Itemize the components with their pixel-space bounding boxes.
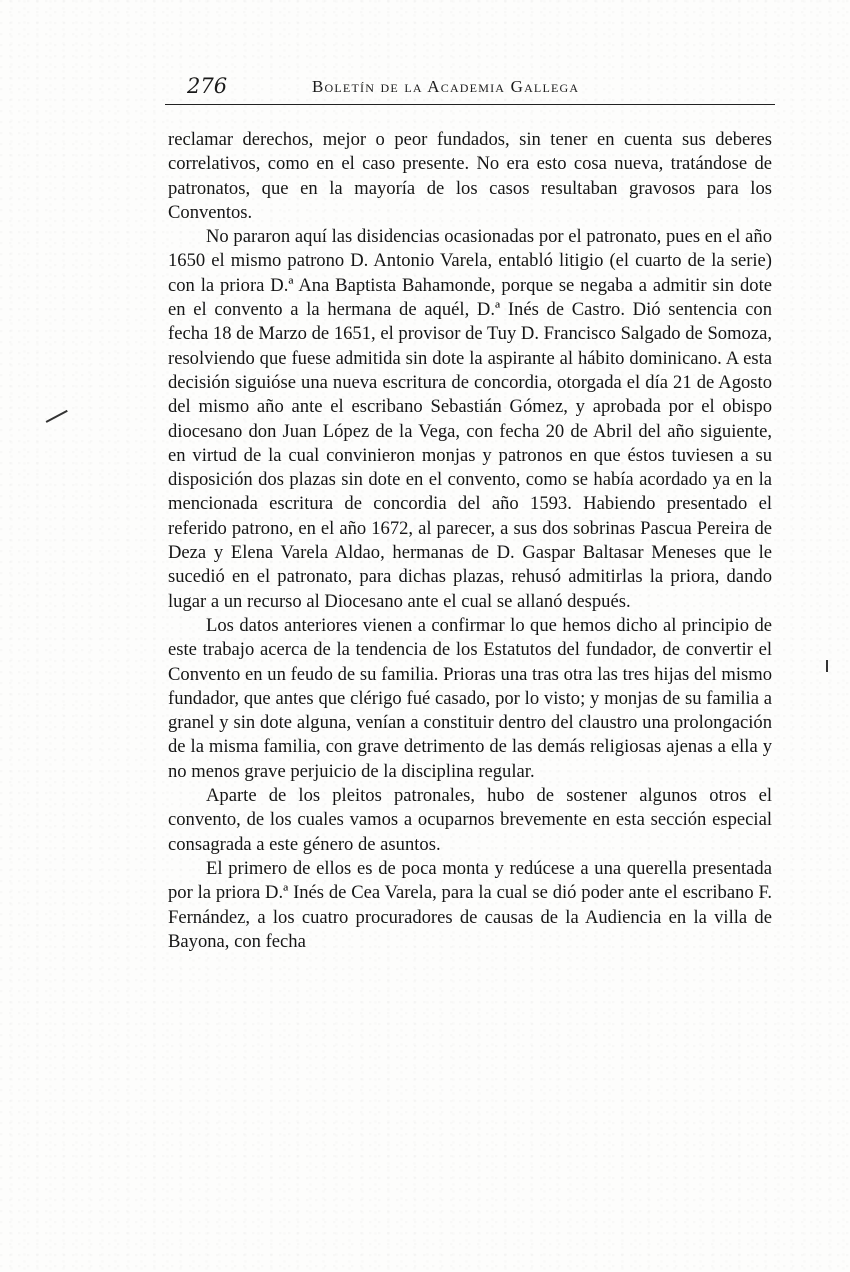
paragraph: El primero de ellos es de poca monta y redúcese a una querella presentada por la priora D.ª Inés de Cea Varela, para la cual se dió poder ante el escribano F. Fernández, a los cuatro procuradores de causas de la Audiencia en la villa de Bayona, con fecha: [168, 857, 772, 952]
margin-pencil-mark: [826, 660, 828, 672]
running-title: Boletín de la Academia Gallega: [312, 77, 580, 96]
page-header: [165, 70, 775, 105]
paragraph: Aparte de los pleitos patronales, hubo de sostener algunos otros el convento, de los cuales vamos a ocuparnos brevemente en esta sección especial consagrada a este género de asuntos.: [168, 785, 772, 855]
paragraph: reclamar derechos, mejor o peor fundados, sin tener en cuenta sus deberes correlativos, como en el caso presente. No era esto cosa nueva, tratándose de patronatos, que en la mayoría de los casos resultaban gravosos para los Conventos.: [168, 129, 772, 223]
page-number: 276: [187, 74, 228, 98]
body-text: [168, 128, 772, 954]
paragraph: Los datos anteriores vienen a confirmar lo que hemos dicho al principio de este trabajo acerca de la tendencia de los Estatutos del fundador, de convertir el Convento en un feudo de su familia. Prioras una tras otra las tres hijas del mismo fundador, que antes que clérigo fué casado, por lo visto; y monjas de su familia a granel y sin dote alguna, venían a constituir dentro del claustro una prolongación de la misma familia, con grave detrimento de las demás religiosas ajenas a ella y no menos grave perjuicio de la disciplina regular.: [168, 614, 772, 782]
paragraph: No pararon aquí las disidencias ocasionadas por el patronato, pues en el año 1650 el mismo patrono D. Antonio Varela, entabló litigio (el cuarto de la serie) con la priora D.ª Ana Baptista Bahamonde, porque se negaba a admitir sin dote en el convento a la hermana de aquél, D.ª Inés de Castro. Dió sentencia con fecha 18 de Marzo de 1651, el provisor de Tuy D. Francisco Salgado de Somoza, resolviendo que fuese admitida sin dote la aspirante al hábito dominicano. A esta decisión siguióse una nueva escritura de concordia, otorgada el día 21 de Agosto del mismo año ante el escribano Sebastián Gómez, y aprobada por el obispo diocesano don Juan López de la Vega, con fecha 20 de Abril del año siguiente, en virtud de la cual convinieron monjas y patronos en que éstos tuviesen a su disposición dos plazas sin dote en el convento, como se había acordado ya en la mencionada escritura de concordia del año 1593. Habiendo presentado el referido patrono, en el año 1672, al parecer, a sus dos sobrinas Pascua Pereira de Deza y Elena Varela Aldao, hermanas de D. Gaspar Baltasar Meneses que le sucedió en el patronato, para dichas plazas, rehusó admitirlas la priora, dando lugar a un recurso al Diocesano ante el cual se allanó después.: [168, 226, 772, 612]
margin-pencil-mark: [46, 410, 68, 423]
